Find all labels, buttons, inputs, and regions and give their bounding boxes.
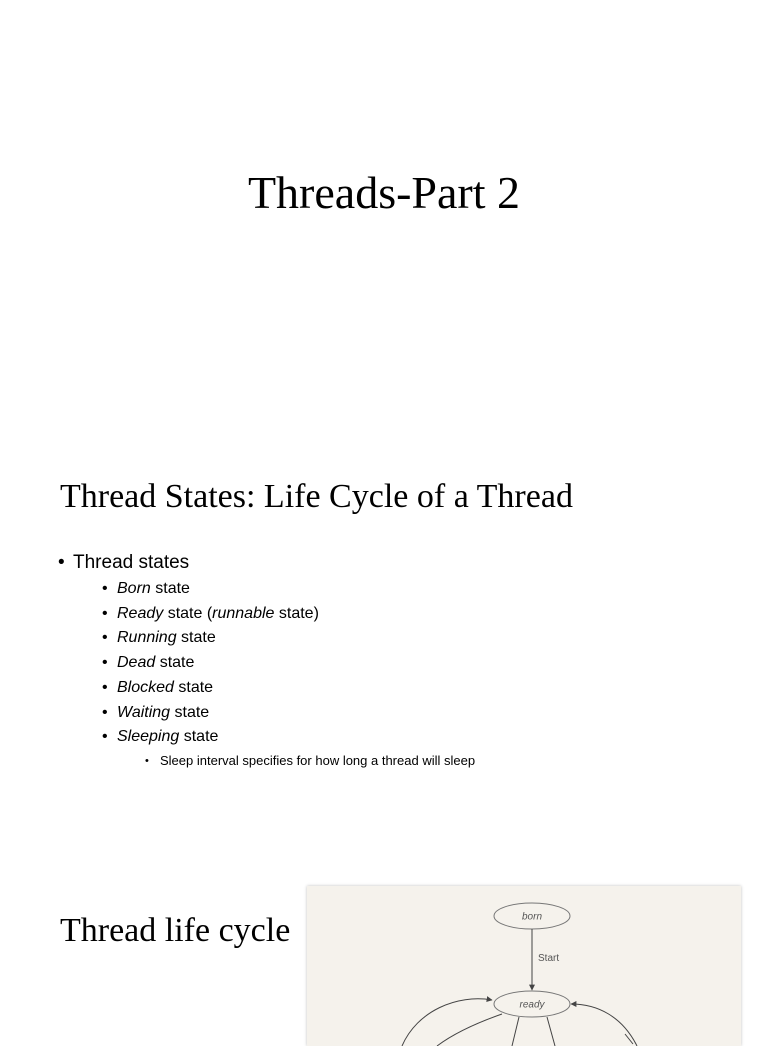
state-dead [102,651,475,676]
state-suffix: state [179,728,219,746]
thread-states-slide [0,430,768,830]
sleep-interval-note: • Sleep interval specifies for how long a thread will sleep [145,750,475,772]
state-born [102,577,475,602]
node-born-label: born [521,911,543,923]
thread-life-cycle-slide [0,860,768,1024]
sleep-sub-list [117,750,475,772]
state-suffix: state [150,580,190,597]
state-name: Born [117,580,151,597]
slide-heading: Thread States: Life Cycle of a Thread [60,478,573,515]
state-suffix: state [176,629,216,647]
edge-far-right [625,1034,633,1044]
edge-left-lower [437,1014,502,1046]
state-suffix: state [173,678,214,696]
edge-start-label: Start [538,953,560,964]
slide-heading: Thread life cycle [60,912,291,949]
life-cycle-diagram [307,886,741,1046]
state-alt-name: runnable [212,604,275,622]
edge-right-into-ready [571,1004,637,1046]
state-running [102,626,475,651]
state-ready [102,602,475,627]
state-suffix-2: state) [274,604,319,622]
bullet-list [58,550,475,772]
state-name: Waiting [117,703,171,721]
title-slide [0,0,768,420]
life-cycle-diagram-svg [307,886,741,1046]
state-suffix: state ( [163,604,213,622]
presentation-title: Threads-Part 2 [247,167,521,218]
state-suffix: state [155,654,195,672]
state-waiting [102,701,475,726]
state-name: Ready [117,604,164,622]
edge-center-down-2 [547,1017,555,1046]
state-blocked [102,676,475,701]
bullet-label: Thread states [73,552,190,573]
state-name: Dead [117,654,156,672]
bullet-thread-states [58,550,475,772]
state-suffix: state [170,703,210,721]
edge-center-down [512,1017,519,1046]
state-list [73,577,475,772]
state-sleeping [102,725,475,772]
state-name: Blocked [117,678,174,696]
node-ready-label: ready [519,999,545,1011]
state-name: Sleeping [117,728,180,746]
state-name: Running [117,629,177,647]
